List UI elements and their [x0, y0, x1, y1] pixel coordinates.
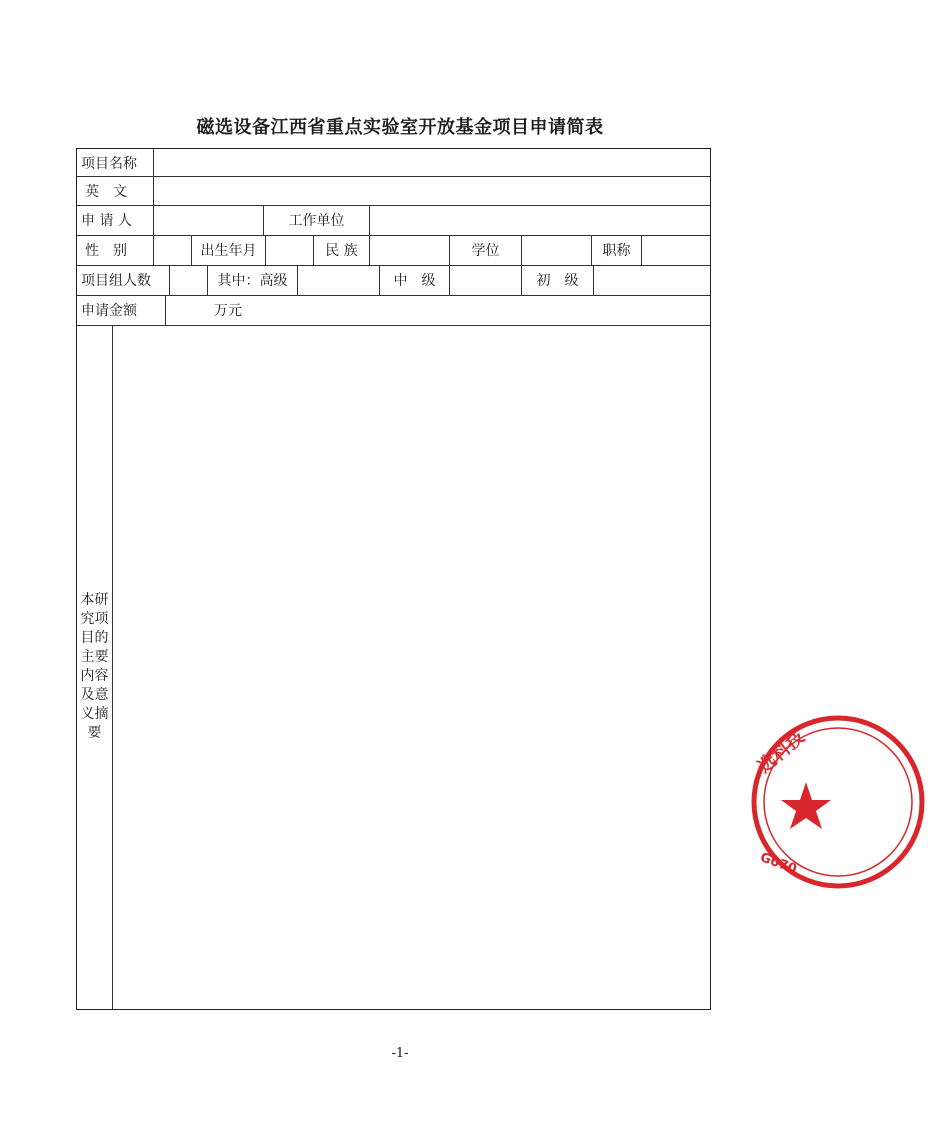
label-summary	[77, 325, 113, 1009]
row-english	[77, 176, 710, 206]
degree-field[interactable]	[521, 235, 591, 265]
row-amount	[77, 295, 710, 326]
row-applicant	[77, 205, 710, 236]
page-number: -1-	[391, 1046, 409, 1061]
label-junior: 初 级	[521, 265, 593, 295]
applicant-field[interactable]	[153, 205, 263, 235]
label-project-name: 项目名称	[81, 155, 137, 172]
label-members: 项目组人数	[81, 273, 151, 289]
official-seal	[748, 712, 928, 892]
english-name-field[interactable]	[153, 176, 710, 205]
project-name-field[interactable]	[153, 149, 710, 176]
row-project-name	[77, 149, 710, 177]
gender-field[interactable]	[153, 235, 191, 265]
middle-field[interactable]	[449, 265, 521, 295]
seal-star-icon	[781, 782, 831, 829]
label-gender: 性 别	[85, 243, 127, 259]
members-field[interactable]	[169, 265, 207, 295]
label-english: 英 文	[85, 183, 127, 200]
birth-field[interactable]	[265, 235, 313, 265]
senior-field[interactable]	[297, 265, 379, 295]
label-amount: 申请金额	[81, 303, 137, 319]
row-team	[77, 265, 710, 296]
application-form	[76, 148, 711, 1010]
label-title-rank: 职称	[591, 235, 641, 265]
seal-text-top: 选科技	[753, 726, 809, 778]
summary-field[interactable]	[113, 325, 710, 1009]
seal-text-bottom: G070	[758, 850, 799, 878]
label-degree: 学位	[449, 235, 521, 265]
summary-label-text: 本研究项目的主要内容及意义摘要	[80, 592, 109, 741]
label-applicant: 申 请 人	[81, 213, 132, 229]
work-unit-field[interactable]	[369, 205, 710, 235]
form-title: 磁选设备江西省重点实验室开放基金项目申请简表	[196, 117, 604, 138]
row-personal	[77, 235, 710, 266]
label-ethnicity: 民 族	[313, 235, 369, 265]
amount-unit: 万元	[214, 303, 242, 319]
amount-field[interactable]	[165, 295, 710, 325]
label-work-unit: 工作单位	[263, 205, 369, 235]
label-middle: 中 级	[379, 265, 449, 295]
label-senior: 其中：高级	[207, 265, 297, 295]
junior-field[interactable]	[593, 265, 710, 295]
label-birth: 出生年月	[191, 235, 265, 265]
ethnicity-field[interactable]	[369, 235, 449, 265]
title-rank-field[interactable]	[641, 235, 710, 265]
